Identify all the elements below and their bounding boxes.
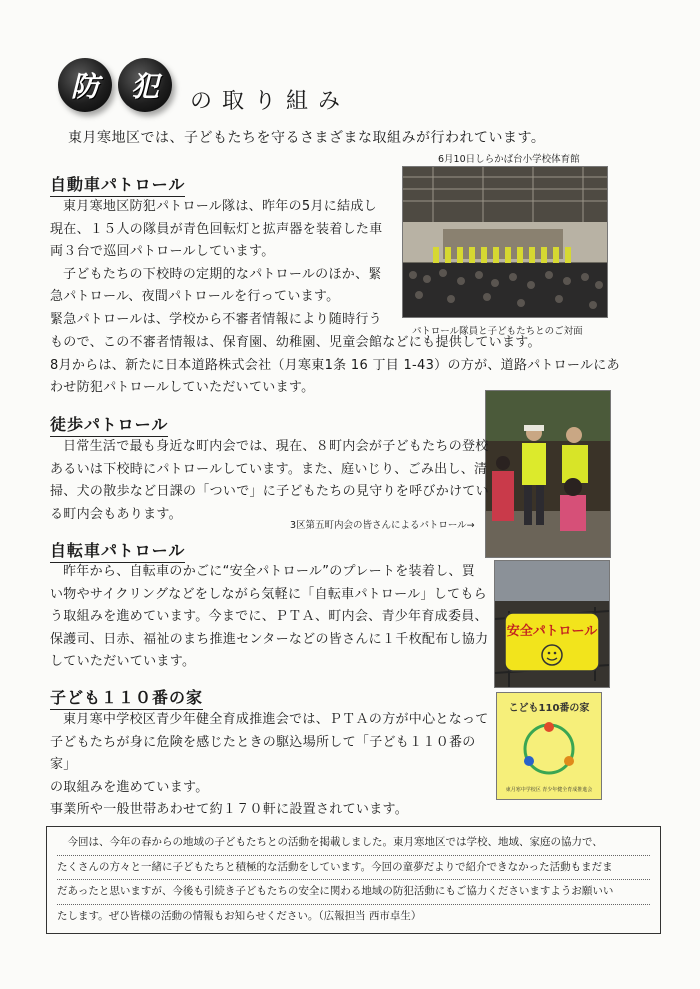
heading-bike-patrol: 自転車パトロール: [50, 538, 185, 563]
intro-text: 東月寒地区では、子どもたちを守るさまざまな取組みが行われています。: [68, 130, 546, 146]
car-line-6: 緊急パトロールは、学校から不審者情報により随時行う: [50, 311, 382, 327]
kodomo110-sign-photo: [496, 692, 602, 800]
car-patrol-text-a: [50, 196, 400, 332]
title-char-han: 犯: [130, 70, 159, 103]
bike-line-5: していただいています。: [50, 654, 196, 670]
car-line-5: 急パトロール、夜間パトロールを行っています。: [50, 289, 340, 305]
car-line-1: 東月寒地区防犯パトロール隊は、昨年の5月に結成し: [63, 199, 377, 214]
gym-photo-image: [403, 167, 607, 317]
bike-line-2: い物やサイクリングなどをしながら気軽に「自転車パトロール」してもら: [50, 586, 487, 602]
bike-plate-photo: [494, 560, 610, 688]
page-title: の取り組み: [190, 89, 351, 114]
sign-small-text: 東月寒中学校区 青少年健全育成推進会: [505, 787, 593, 793]
gym-photo: [402, 166, 608, 318]
walk-line-1: 日常生活で最も身近な町内会では、現在、８町内会が子どもたちの登校: [63, 439, 489, 454]
walk-line-3: 掃、犬の散歩など日課の「ついで」に子どもたちの見守りを呼びかけてい: [50, 484, 489, 500]
walk-patrol-photo: [485, 390, 611, 558]
walk-line-2: あるいは下校時にパトロールしています。また、庭いじり、ごみ出し、清: [50, 461, 488, 477]
note-line-4: たします。ぜひ皆様の活動の情報もお知らせください。（広報担当 西市卓生）: [57, 909, 422, 922]
car-line-2: 現在、１５人の隊員が青色回転灯と拡声器を装着した車: [50, 221, 383, 237]
car-line-4: 子どもたちの下校時の定期的なパトロールのほか、緊: [63, 266, 382, 282]
title-char-bou: 防: [70, 70, 99, 103]
car-line-3: 両３台で巡回パトロールしています。: [50, 244, 275, 260]
house-line-2: 子どもたちが身に危険を感じたときの駆込場所して「子ども１１０番の家」: [50, 734, 476, 773]
editor-note-box: [46, 826, 661, 934]
plate-text: 安全パトロール: [506, 624, 598, 639]
title-badge-bou: [58, 58, 112, 112]
kodomo110-sign-image: [497, 693, 601, 799]
walk-line-4: る町内会もあります。: [50, 506, 182, 522]
bike-line-1: 昨年から、自転車のかごに“安全パトロール”のプレートを装着し、買: [63, 564, 476, 579]
house-line-4: 事業所や一般世帯あわせて約１７０軒に設置されています。: [50, 802, 409, 818]
note-line-3: だあったと思いますが、今後も引続き子どもたちの安全に関わる地域の防犯活動にもご協力くださいますようお願いい: [57, 880, 650, 905]
heading-walk-patrol: 徒歩パトロール: [50, 412, 168, 437]
heading-car-patrol: 自動車パトロール: [50, 172, 185, 197]
bike-line-4: 保護司、日赤、福祉のまち推進センターなどの皆さんに１千枚配布し協力: [50, 631, 489, 647]
bike-line-3: う取組みを進めています。今までに、ＰＴＡ、町内会、青少年育成委員、: [50, 609, 488, 625]
walk-patrol-caption: 3区第五町内会の皆さんによるパトロール→: [290, 520, 475, 531]
bike-plate-image: [495, 561, 609, 687]
bike-patrol-text: [50, 561, 490, 674]
car-line-8: 8月からは、新たに日本道路株式会社（月寒東1条 16 丁目 1-43）の方が、道路パトロールにあ: [50, 357, 620, 373]
photo1-caption-bottom: パトロール隊員と子どもたちとのご対面: [412, 326, 583, 337]
walk-patrol-text: [50, 436, 490, 526]
house-line-3: の取組みを進めています。: [50, 779, 209, 795]
heading-kodomo110: 子ども１１０番の家: [50, 685, 203, 710]
photo1-caption-top: 6月10日しらかば台小学校体育館: [438, 154, 580, 165]
kodomo110-text: [50, 709, 490, 822]
car-line-7: もので、この不審者情報は、保育園、幼稚園、児童会館などにも提供しています。: [50, 335, 541, 350]
house-line-1: 東月寒中学校区青少年健全育成推進会では、ＰＴＡの方が中心となって: [63, 712, 489, 727]
title-badge-han: [118, 58, 172, 112]
walk-patrol-image: [486, 391, 610, 557]
note-line-1: 今回は、今年の春からの地域の子どもたちとの活動を掲載しました。東月寒地区では学校、地域、家庭の協力で、: [57, 831, 650, 856]
sign-title: こども110番の家: [508, 703, 590, 714]
note-line-2: たくさんの方々と一緒に子どもたちと積極的な活動をしています。今回の童夢だよりで紹介できなかった活動もまだま: [57, 856, 650, 881]
car-line-9: わせ防犯パトロールしていただいています。: [50, 380, 315, 396]
